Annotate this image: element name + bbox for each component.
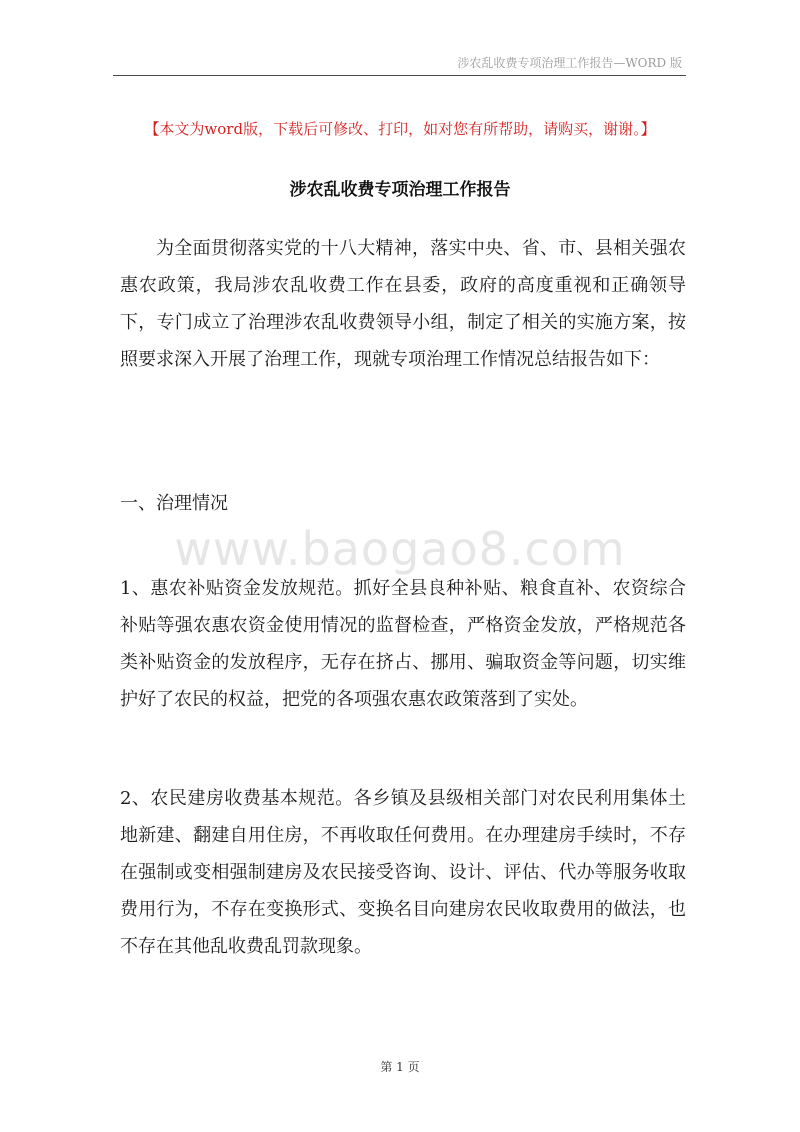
document-title: 涉农乱收费专项治理工作报告 <box>289 180 511 200</box>
watermark: www.baogao8.com <box>174 522 626 576</box>
intro-paragraph: 为全面贯彻落实党的十八大精神，落实中央、省、市、县相关强农惠农政策，我局涉农乱收费工作在县委，政府的高度重视和正确领导下，专门成立了治理涉农乱收费领导小组，制定了相关的实施方案，按照要求深入开展了治理工作，现就专项治理工作情况总结报告如下： <box>120 238 686 370</box>
header-divider <box>113 75 686 76</box>
page-number: 第 1 页 <box>380 1060 420 1074</box>
section-heading: 一、治理情况 <box>120 493 228 514</box>
paragraph-housing: 2、农民建房收费基本规范。各乡镇及县级相关部门对农民利用集体土地新建、翻建自用住房，不再收取任何费用。在办理建房手续时，不存在强制或变相强制建房及农民接受咨询、设计、评估、代办等服务收取费用行为，不存在变换形式、变换名目向建房农民收取费用的做法，也不存在其他乱收费乱罚款现象。 <box>120 788 686 957</box>
paragraph-subsidy: 1、惠农补贴资金发放规范。抓好全县良种补贴、粮食直补、农资综合补贴等强农惠农资金使用情况的监督检查，严格资金发放，严格规范各类补贴资金的发放程序，无存在挤占、挪用、骗取资金等问题，切实维护好了农民的权益，把党的各项强农惠农政策落到了实处。 <box>120 578 686 710</box>
purchase-notice: 【本文为word版，下载后可修改、打印，如对您有所帮助，请购买，谢谢。】 <box>144 120 656 138</box>
running-header: 涉农乱收费专项治理工作报告—WORD 版 <box>457 56 682 70</box>
